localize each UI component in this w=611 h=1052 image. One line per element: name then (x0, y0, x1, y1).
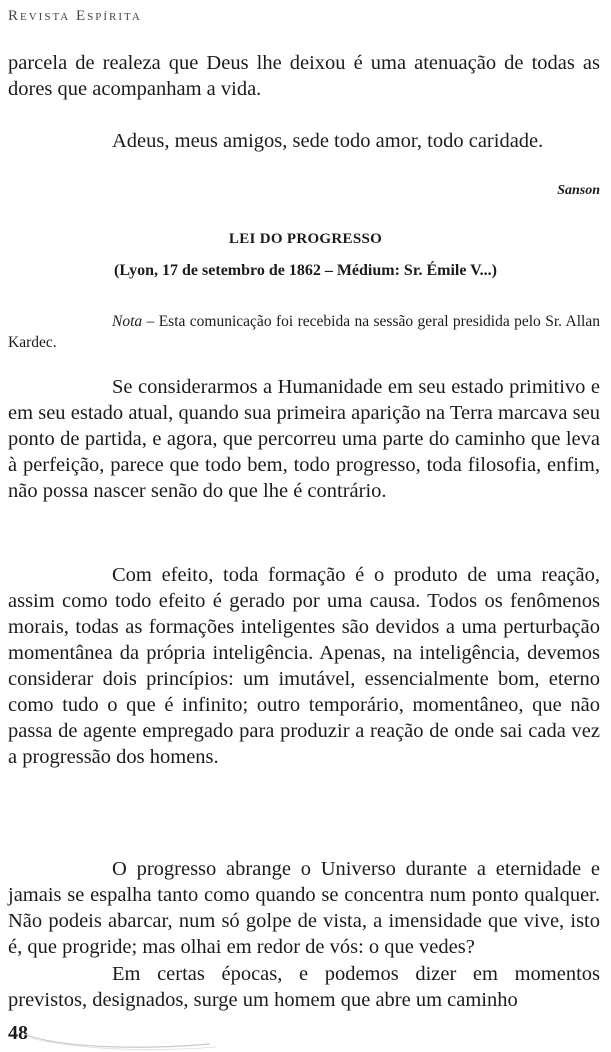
paragraph-progresso: O progresso abrange o Universo durante a eternidade e jamais se espalha tanto como quando se concentra num ponto qualquer. Não podeis abarcar, num só golpe de vista, a imensidade que vive, isto é, que progride; mas olhai em redor de vós: o que vedes? (8, 858, 600, 958)
signature: Sanson (557, 183, 600, 198)
editor-note (8, 311, 600, 353)
paragraph-continuation: parcela de realeza que Deus lhe deixou é uma atenuação de todas as dores que acompanham a vida. (8, 52, 600, 100)
paragraph-epocas: Em certas épocas, e podemos dizer em momentos previstos, designados, surge um homem que abre um caminho (8, 963, 600, 1011)
paragraph-formacao: Com efeito, toda formação é o produto de uma reação, assim como todo efeito é gerado por uma causa. Todos os fenômenos morais, todas as formações inteligentes são devidos a uma perturbação momentânea da própria inteligência. Apenas, na inteligência, devemos considerar dois princípios: um imutável, essencialmente bom, eterno como tudo o que é infinito; outro temporário, momentâneo, que não passa de agente empregado para produzir a reação de onde sai cada vez a progressão dos homens. (8, 564, 600, 768)
paragraph-humanidade: Se considerarmos a Humanidade em seu estado primitivo e em seu estado atual, quando sua primeira aparição na Terra marcava seu ponto de partida, e agora, que percorreu uma parte do caminho que leva à perfeição, parece que todo bem, todo progresso, toda filosofia, enfim, não possa nascer senão do que lhe é contrário. (8, 376, 600, 502)
section-title: LEI DO PROGRESSO (228, 231, 383, 247)
section-subtitle: (Lyon, 17 de setembro de 1862 – Médium: Sr. Émile V...) (114, 262, 497, 279)
note-label: Nota (112, 313, 143, 330)
running-head: Revista Espírita (8, 8, 142, 24)
note-text: – Esta comunicação foi recebida na sessão geral presidida pelo Sr. Allan Kardec. (8, 313, 600, 351)
farewell-line: Adeus, meus amigos, sede todo amor, todo caridade. (112, 130, 544, 152)
page-number: 48 (8, 1022, 28, 1044)
decorative-flourish (20, 1030, 220, 1052)
